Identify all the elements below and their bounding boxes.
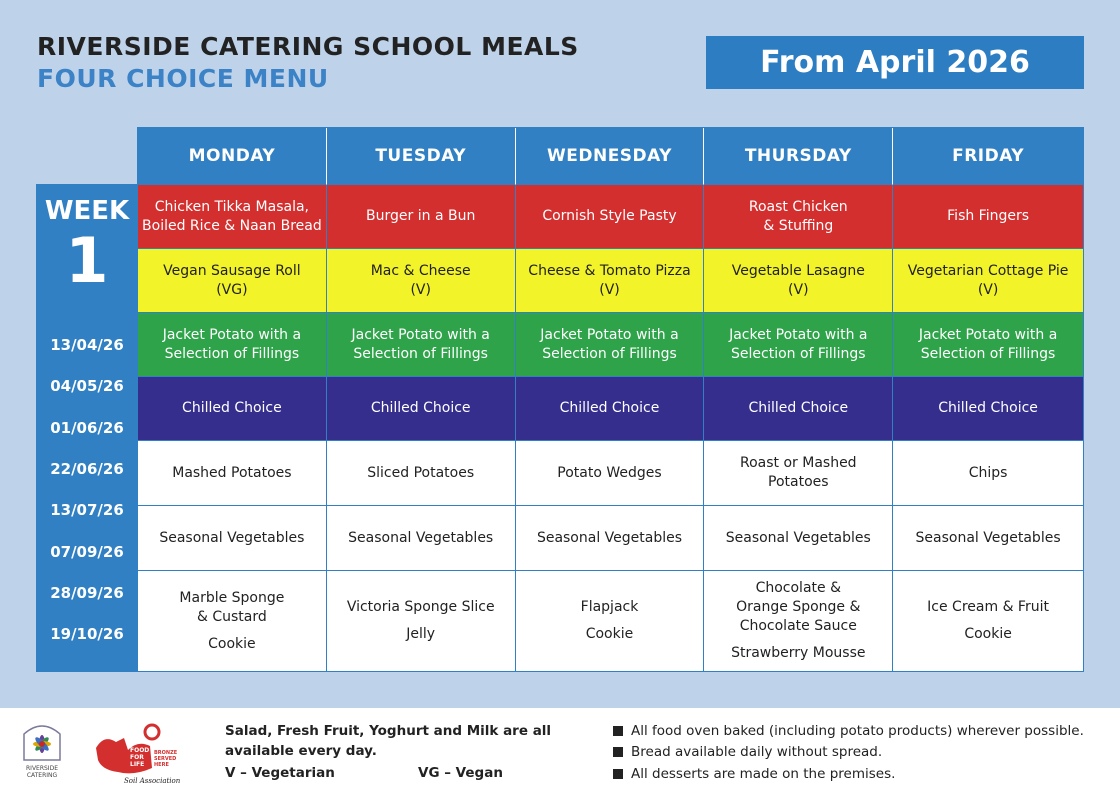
- menu-text: Chocolate Sauce: [739, 618, 857, 634]
- menu-text: Selection of Fillings: [353, 345, 488, 362]
- dessert-row: [138, 571, 1083, 671]
- note-text: Bread available daily without spread.: [631, 744, 883, 760]
- vegan-key: VG – Vegan: [418, 765, 503, 781]
- menu-text: (V): [599, 281, 620, 298]
- menu-cell: [327, 313, 516, 377]
- main-meal-row: [138, 185, 1083, 249]
- menu-cell: Chilled Choice: [516, 377, 705, 441]
- menu-cell: Seasonal Vegetables: [704, 506, 893, 571]
- menu-text: Potato Wedges: [557, 464, 662, 481]
- menu-text: Mac & Cheese: [370, 262, 471, 279]
- week-date: 07/09/26: [50, 543, 124, 561]
- menu-cell: [893, 571, 1083, 671]
- menu-cell: [704, 313, 893, 377]
- menu-cell: [516, 185, 705, 249]
- week-date: 13/07/26: [50, 501, 124, 519]
- menu-text: Vegetable Lasagne: [731, 262, 865, 279]
- food-for-life-logo: [94, 720, 186, 786]
- availability-line: available every day.: [225, 743, 377, 759]
- bullet-icon: [613, 726, 623, 736]
- menu-text: Jacket Potato with a: [162, 326, 302, 343]
- menu-text: Vegan Sausage Roll: [163, 262, 301, 279]
- menu-text: Marble Sponge: [179, 589, 285, 606]
- logo-text: FOOD: [130, 747, 150, 754]
- menu-cell: [327, 571, 516, 671]
- riverside-catering-logo: [20, 722, 64, 782]
- menu-text: (V): [410, 281, 431, 298]
- day-header: FRIDAY: [893, 128, 1083, 185]
- bullet-icon: [613, 747, 623, 757]
- vegetarian-row: [138, 249, 1083, 313]
- week-date: 13/04/26: [50, 336, 124, 354]
- menu-cell: [138, 571, 327, 671]
- day-header: TUESDAY: [327, 128, 516, 185]
- menu-cell: [516, 313, 705, 377]
- menu-text: Jacket Potato with a: [918, 326, 1058, 343]
- menu-text: Selection of Fillings: [920, 345, 1056, 362]
- menu-cell: [138, 249, 327, 313]
- logo-text: FOR: [130, 754, 144, 761]
- logo-text: LIFE: [130, 761, 145, 768]
- day-header: MONDAY: [138, 128, 327, 185]
- menu-text: Ice Cream & Fruit: [927, 599, 1049, 615]
- from-date-label: From April 2026: [760, 45, 1030, 80]
- menu-cell: Chilled Choice: [893, 377, 1083, 441]
- vegetables-row: [138, 506, 1083, 571]
- menu-text: Roast Chicken: [748, 198, 848, 215]
- note-text: All food oven baked (including potato products) wherever possible.: [631, 723, 1084, 739]
- menu-cell: [516, 571, 705, 671]
- menu-cell: [893, 441, 1083, 506]
- menu-grid: [137, 127, 1084, 672]
- page-subtitle: FOUR CHOICE MENU: [37, 64, 329, 93]
- menu-text: Cookie: [585, 626, 634, 642]
- availability-line: Salad, Fresh Fruit, Yoghurt and Milk are all: [225, 723, 552, 739]
- menu-text: Vegetarian Cottage Pie: [907, 262, 1069, 279]
- menu-cell: Seasonal Vegetables: [893, 506, 1083, 571]
- menu-text: Sliced Potatoes: [367, 464, 475, 481]
- menu-text: Victoria Sponge Slice: [346, 599, 495, 615]
- week-date: 04/05/26: [50, 377, 124, 395]
- menu-cell: [327, 249, 516, 313]
- note-item: [613, 744, 882, 760]
- menu-cell: [327, 185, 516, 249]
- menu-cell: [704, 185, 893, 249]
- note-text: All desserts are made on the premises.: [631, 766, 896, 782]
- week-date: 01/06/26: [50, 419, 124, 437]
- week-label: WEEK: [44, 196, 130, 226]
- menu-text: Fish Fingers: [947, 208, 1030, 224]
- menu-text: Selection of Fillings: [542, 345, 677, 362]
- menu-text: Jacket Potato with a: [729, 326, 868, 343]
- menu-text: Chips: [968, 464, 1008, 481]
- logo-text: BRONZE: [154, 750, 178, 756]
- menu-text: Strawberry Mousse: [731, 645, 866, 661]
- menu-text: Cheese & Tomato Pizza: [528, 262, 691, 279]
- potato-row: [138, 441, 1083, 506]
- chilled-choice-row: [138, 377, 1083, 441]
- menu-cell: [138, 441, 327, 506]
- menu-text: Burger in a Bun: [366, 208, 476, 224]
- menu-text: Selection of Fillings: [731, 345, 866, 362]
- menu-text: Potatoes: [768, 474, 829, 490]
- menu-cell: [704, 249, 893, 313]
- menu-text: Cookie: [208, 635, 256, 652]
- from-date-banner: [706, 36, 1084, 89]
- logo-text: SERVED: [154, 756, 177, 762]
- week-number: 1: [65, 224, 109, 297]
- menu-text: & Custard: [197, 608, 267, 625]
- week-column: [36, 184, 138, 672]
- menu-cell: Seasonal Vegetables: [327, 506, 516, 571]
- note-item: [613, 723, 1084, 739]
- menu-text: Jelly: [406, 626, 436, 642]
- menu-text: Cookie: [964, 626, 1012, 642]
- menu-text: (V): [977, 281, 999, 298]
- day-header: THURSDAY: [704, 128, 893, 185]
- vegetarian-key: V – Vegetarian: [225, 765, 335, 781]
- menu-cell: Chilled Choice: [327, 377, 516, 441]
- menu-text: Mashed Potatoes: [172, 464, 292, 481]
- menu-text: Cornish Style Pasty: [542, 208, 677, 224]
- menu-text: (V): [788, 281, 809, 298]
- menu-cell: [516, 441, 705, 506]
- menu-text: (VG): [216, 281, 248, 298]
- menu-text: Jacket Potato with a: [540, 326, 679, 343]
- note-item: [613, 766, 895, 782]
- menu-cell: Seasonal Vegetables: [516, 506, 705, 571]
- logo-text: Soil Association: [124, 777, 181, 785]
- footer: [0, 708, 1120, 795]
- week-date: 28/09/26: [50, 584, 124, 602]
- week-date: 22/06/26: [50, 460, 124, 478]
- menu-text: Chicken Tikka Masala,: [154, 198, 310, 215]
- menu-text: Roast or Mashed: [740, 455, 857, 471]
- page-title: RIVERSIDE CATERING SCHOOL MEALS: [37, 32, 579, 61]
- menu-cell: [893, 185, 1083, 249]
- menu-text: Orange Sponge &: [736, 599, 861, 615]
- menu-cell: Seasonal Vegetables: [138, 506, 327, 571]
- day-header: WEDNESDAY: [516, 128, 705, 185]
- menu-cell: [138, 185, 327, 249]
- menu-cell: [893, 249, 1083, 313]
- menu-cell: [327, 441, 516, 506]
- menu-text: Selection of Fillings: [164, 345, 300, 362]
- day-header-row: [138, 128, 1083, 185]
- bullet-icon: [613, 769, 623, 779]
- menu-text: Jacket Potato with a: [351, 326, 490, 343]
- logo-text: HERE: [154, 762, 169, 768]
- menu-cell: [138, 313, 327, 377]
- menu-text: Chocolate &: [755, 580, 841, 596]
- logo-text: RIVERSIDE: [26, 765, 58, 772]
- week-date: 19/10/26: [50, 625, 124, 643]
- jacket-potato-row: [138, 313, 1083, 377]
- menu-text: & Stuffing: [763, 217, 834, 234]
- menu-text: Flapjack: [580, 599, 639, 615]
- menu-text: Boiled Rice & Naan Bread: [142, 217, 322, 234]
- menu-cell: [516, 249, 705, 313]
- logo-text: CATERING: [26, 772, 58, 779]
- menu-cell: [893, 313, 1083, 377]
- menu-cell: Chilled Choice: [138, 377, 327, 441]
- menu-cell: [704, 441, 893, 506]
- menu-cell: [704, 571, 893, 671]
- menu-cell: Chilled Choice: [704, 377, 893, 441]
